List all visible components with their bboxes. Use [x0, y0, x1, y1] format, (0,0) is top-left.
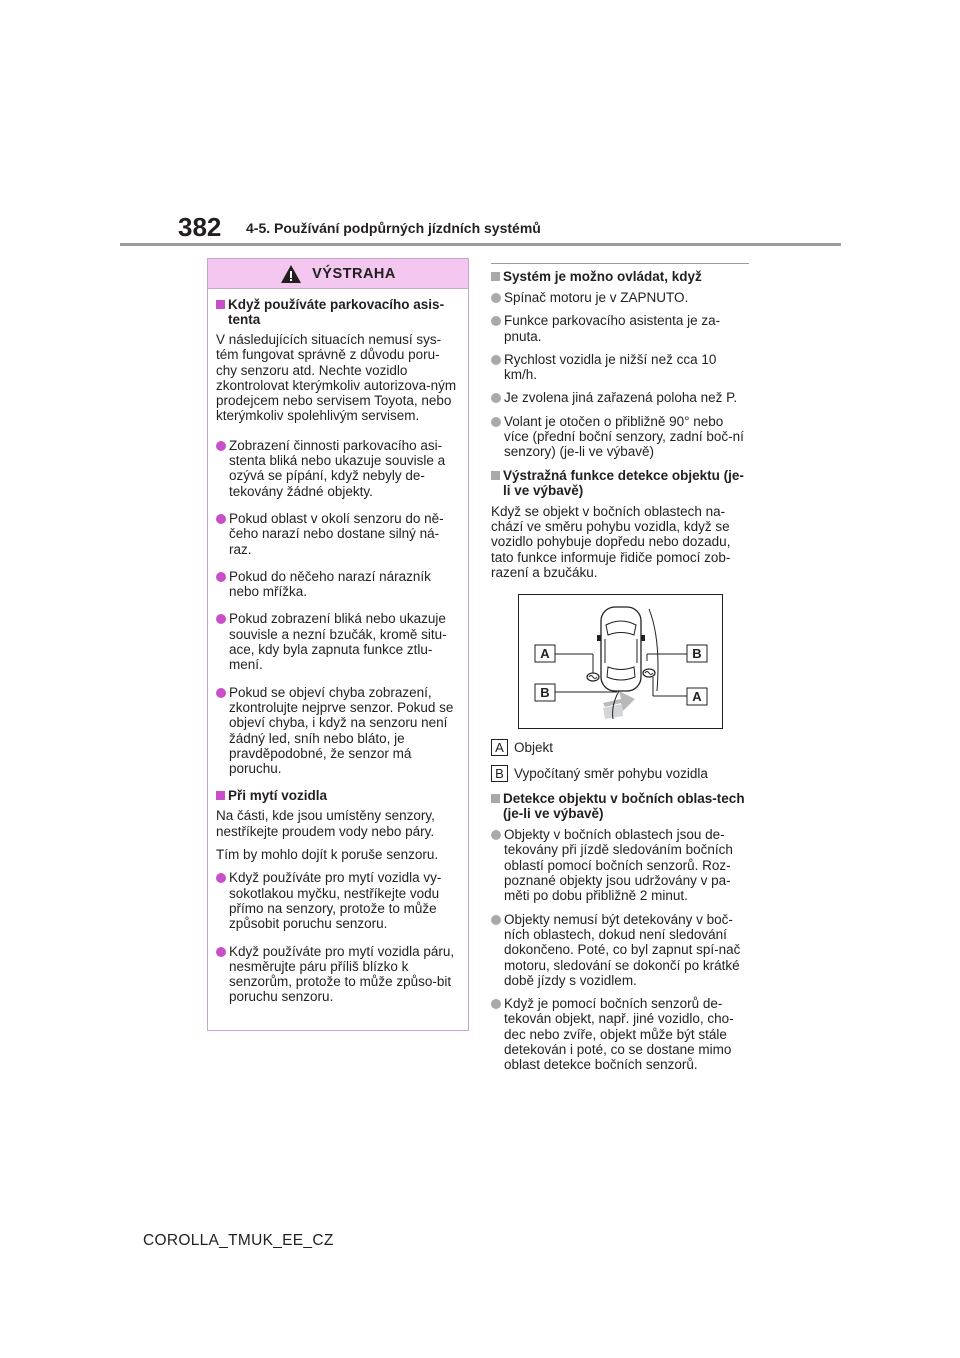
- warning-bullet: Pokud oblast v okolí senzoru do ně-čeho narazí nebo dostane silný ná-raz.: [216, 511, 460, 557]
- svg-text:B: B: [692, 646, 702, 662]
- condition-item: Funkce parkovacího asistenta je za-pnuta.: [491, 313, 749, 344]
- wash-bullet: Když používáte pro mytí vozidla páru, nesměrujte páru příliš blízko k senzorům, protože to může způso-bit poruchu senzoru.: [216, 944, 460, 1005]
- condition-item: Rychlost vozidla je nižší než cca 10 km/h.: [491, 352, 749, 383]
- legend-key: B: [491, 765, 508, 782]
- sensor-icon: [587, 673, 599, 681]
- warning-bullet: Pokud zobrazení bliká nebo ukazuje souvisle a nezní bzučák, kromě situ-ace, kdy byla zapnuta funkce ztlu-mení.: [216, 611, 460, 672]
- warning-header: [208, 259, 468, 289]
- warning-body: [208, 289, 468, 1005]
- label-b-left: [535, 684, 555, 701]
- heading-operating-conditions: Systém je možno ovládat, když: [491, 269, 749, 284]
- legend-text: Objekt: [514, 740, 554, 756]
- reverse-direction-arrow: [603, 691, 635, 719]
- right-rule: [491, 263, 749, 264]
- wash-paragraph: Na části, kde jsou umístěny senzory, nestříkejte proudem vody nebo páry.: [216, 808, 435, 839]
- heading-side-detection: Detekce objektu v bočních oblas-tech (je-li ve výbavě): [491, 791, 749, 821]
- car-diagram: [519, 595, 722, 728]
- svg-text:A: A: [540, 646, 550, 662]
- label-a-left: [535, 645, 555, 662]
- condition-item: Spínač motoru je v ZAPNUTO.: [491, 290, 749, 305]
- warning-heading-parking: Když používáte parkovacího asis-tenta: [216, 297, 460, 327]
- label-b-right: [687, 645, 707, 662]
- side-detection-figure: [518, 594, 723, 729]
- wash-bullet: Když používáte pro mytí vozidla vy-sokotlakou myčku, nestříkejte vodu přímo na senzory, protože to může způsobit poruchu senzoru.: [216, 870, 460, 931]
- legend-item: [491, 739, 749, 756]
- car-icon: [597, 607, 645, 691]
- label-a-right: [687, 688, 707, 705]
- legend-item: [491, 765, 749, 782]
- document-code: COROLLA_TMUK_EE_CZ: [143, 1232, 334, 1249]
- condition-item: Volant je otočen o přibližně 90° nebo více (přední boční senzory, zadní boč-ní senzory) (je-li ve výbavě): [491, 414, 749, 460]
- legend-key: A: [491, 739, 508, 756]
- sensor-icon: [643, 669, 655, 677]
- svg-text:B: B: [540, 685, 550, 701]
- warning-bullet: Zobrazení činnosti parkovacího asi-stenta bliká nebo ukazuje souvisle a ozývá se pípání, když nebyly de-tekovány žádné objekty.: [216, 438, 460, 499]
- warning-heading-wash: Při mytí vozidla: [216, 788, 460, 803]
- side-detection-item: Objekty nemusí být detekovány v boč-ních oblastech, dokud není sledování dokončeno. Poté, co byl zapnut spí-nač motoru, sledování se dokončí po krátké době jízdy s vozidlem.: [491, 912, 749, 988]
- legend-text: Vypočítaný směr pohybu vozidla: [514, 766, 708, 782]
- side-detection-item: Objekty v bočních oblastech jsou de-tekovány při jízdě sledováním bočních oblastí pomocí bočních senzorů. Roz-poznané objekty jsou udržovány v pa-měti po dobu přibližně 2 minut.: [491, 827, 749, 903]
- warning-triangle-icon: [280, 264, 302, 284]
- section-title: 4-5. Používání podpůrných jízdních systémů: [246, 220, 541, 236]
- warning-bullet: Pokud do něčeho narazí nárazník nebo mřížka.: [216, 569, 460, 600]
- warning-bullet: Pokud se objeví chyba zobrazení, zkontrolujte nejprve senzor. Pokud se objeví chyba, i když na senzoru není žádný led, sníh nebo bláto, je pravděpodobné, že senzor má poruchu.: [216, 685, 460, 777]
- right-column: [491, 263, 749, 1081]
- condition-item: Je zvolena jiná zařazená poloha než P.: [491, 390, 749, 405]
- warning-function-paragraph: Když se objekt v bočních oblastech na-chází ve směru pohybu vozidla, když se vozidlo pohybuje dopředu nebo dozadu, tato funkce informuje řidiče pomocí zob-razení a bzučáku.: [491, 503, 731, 580]
- warning-title: VÝSTRAHA: [312, 265, 396, 282]
- heading-warning-function: Výstražná funkce detekce objektu (je-li ve výbavě): [491, 468, 749, 498]
- warning-intro: V následujících situacích nemusí sys-tém fungovat správně z důvodu poru-chy senzoru atd. Nechte vozidlo zkontrolovat kterýmkoliv autorizova-ným prodejcem nebo servisem Toyota, nebo kterýmkoliv spolehlivým servisem.: [216, 332, 457, 424]
- svg-text:A: A: [692, 689, 702, 705]
- page-number: 382: [178, 212, 222, 242]
- wash-paragraph: Tím by mohlo dojít k poruše senzoru.: [216, 847, 439, 863]
- warning-box: [207, 258, 469, 1031]
- header-rule: [120, 243, 841, 246]
- side-detection-item: Když je pomocí bočních senzorů de-tekován objekt, např. jiné vozidlo, cho-dec nebo zvíře, objekt může být stále detekován i poté, co se dostane mimo oblast detekce bočních senzorů.: [491, 996, 749, 1072]
